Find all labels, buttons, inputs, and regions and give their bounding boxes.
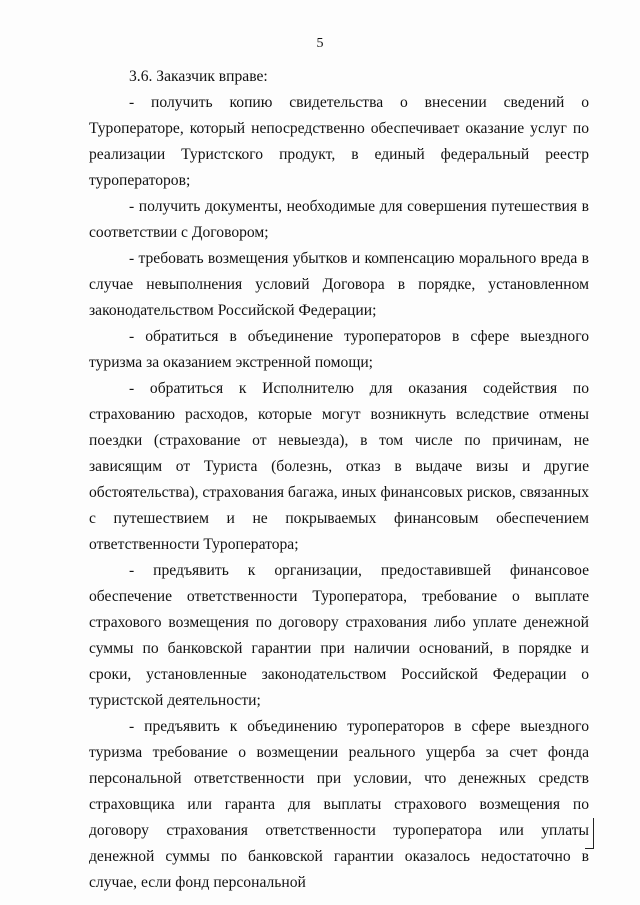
paragraph-claim-financial-guarantee: - предъявить к организации, предоставившей финансовое обеспечение ответственности Туроператора, требование о выплате страхового возмещения по договору страхования либо уплате денежной суммы по банковской гарантии при наличии оснований, в порядке и сроки, установленные законодательством Российской Федерации о туристской деятельности; bbox=[89, 562, 589, 709]
paragraph-demand-compensation: - требовать возмещения убытков и компенсацию морального вреда в случае невыполнения условий Договора в порядке, установленном законодательством Российской Федерации; bbox=[89, 250, 589, 319]
paragraph-emergency-help: - обратиться в объединение туроператоров в сфере выездного туризма за оказанием экстренной помощи; bbox=[89, 328, 589, 371]
paragraph-insurance-assistance: - обратиться к Исполнителю для оказания содействия по страхованию расходов, которые могут возникнуть вследствие отмены поездки (страхование от невыезда), в том числе по причинам, не зависящим от Туриста (болезнь, отказ в выдаче визы и другие обстоятельства), страхования багажа, иных финансовых рисков, связанных с путешествием и не покрываемых финансовым обеспечением ответственности Туроператора; bbox=[89, 380, 589, 553]
paragraph-claim-personal-fund: - предъявить к объединению туроператоров в сфере выездного туризма требование о возмещении реального ущерба за счет фонда персональной ответственности при условии, что денежных средств страховщика или гаранта для выплаты страхового возмещения по договору страхования ответственности туроператора или уплаты денежной суммы по банковской гарантии оказалось недостаточно в случае, если фонд персональной bbox=[89, 718, 589, 891]
section-heading: 3.6. Заказчик вправе: bbox=[129, 68, 268, 85]
page-number: 5 bbox=[316, 36, 324, 51]
paragraph-copy-certificate: - получить копию свидетельства о внесении сведений о Туроператоре, который непосредственно обеспечивает оказание услуг по реализации Туристского продукт, в единый федеральный реестр туроператоров; bbox=[89, 94, 589, 189]
margin-bracket-mark bbox=[585, 818, 594, 849]
document-body bbox=[89, 64, 589, 896]
paragraph-receive-documents: - получить документы, необходимые для совершения путешествия в соответствии с Договором; bbox=[89, 198, 589, 241]
